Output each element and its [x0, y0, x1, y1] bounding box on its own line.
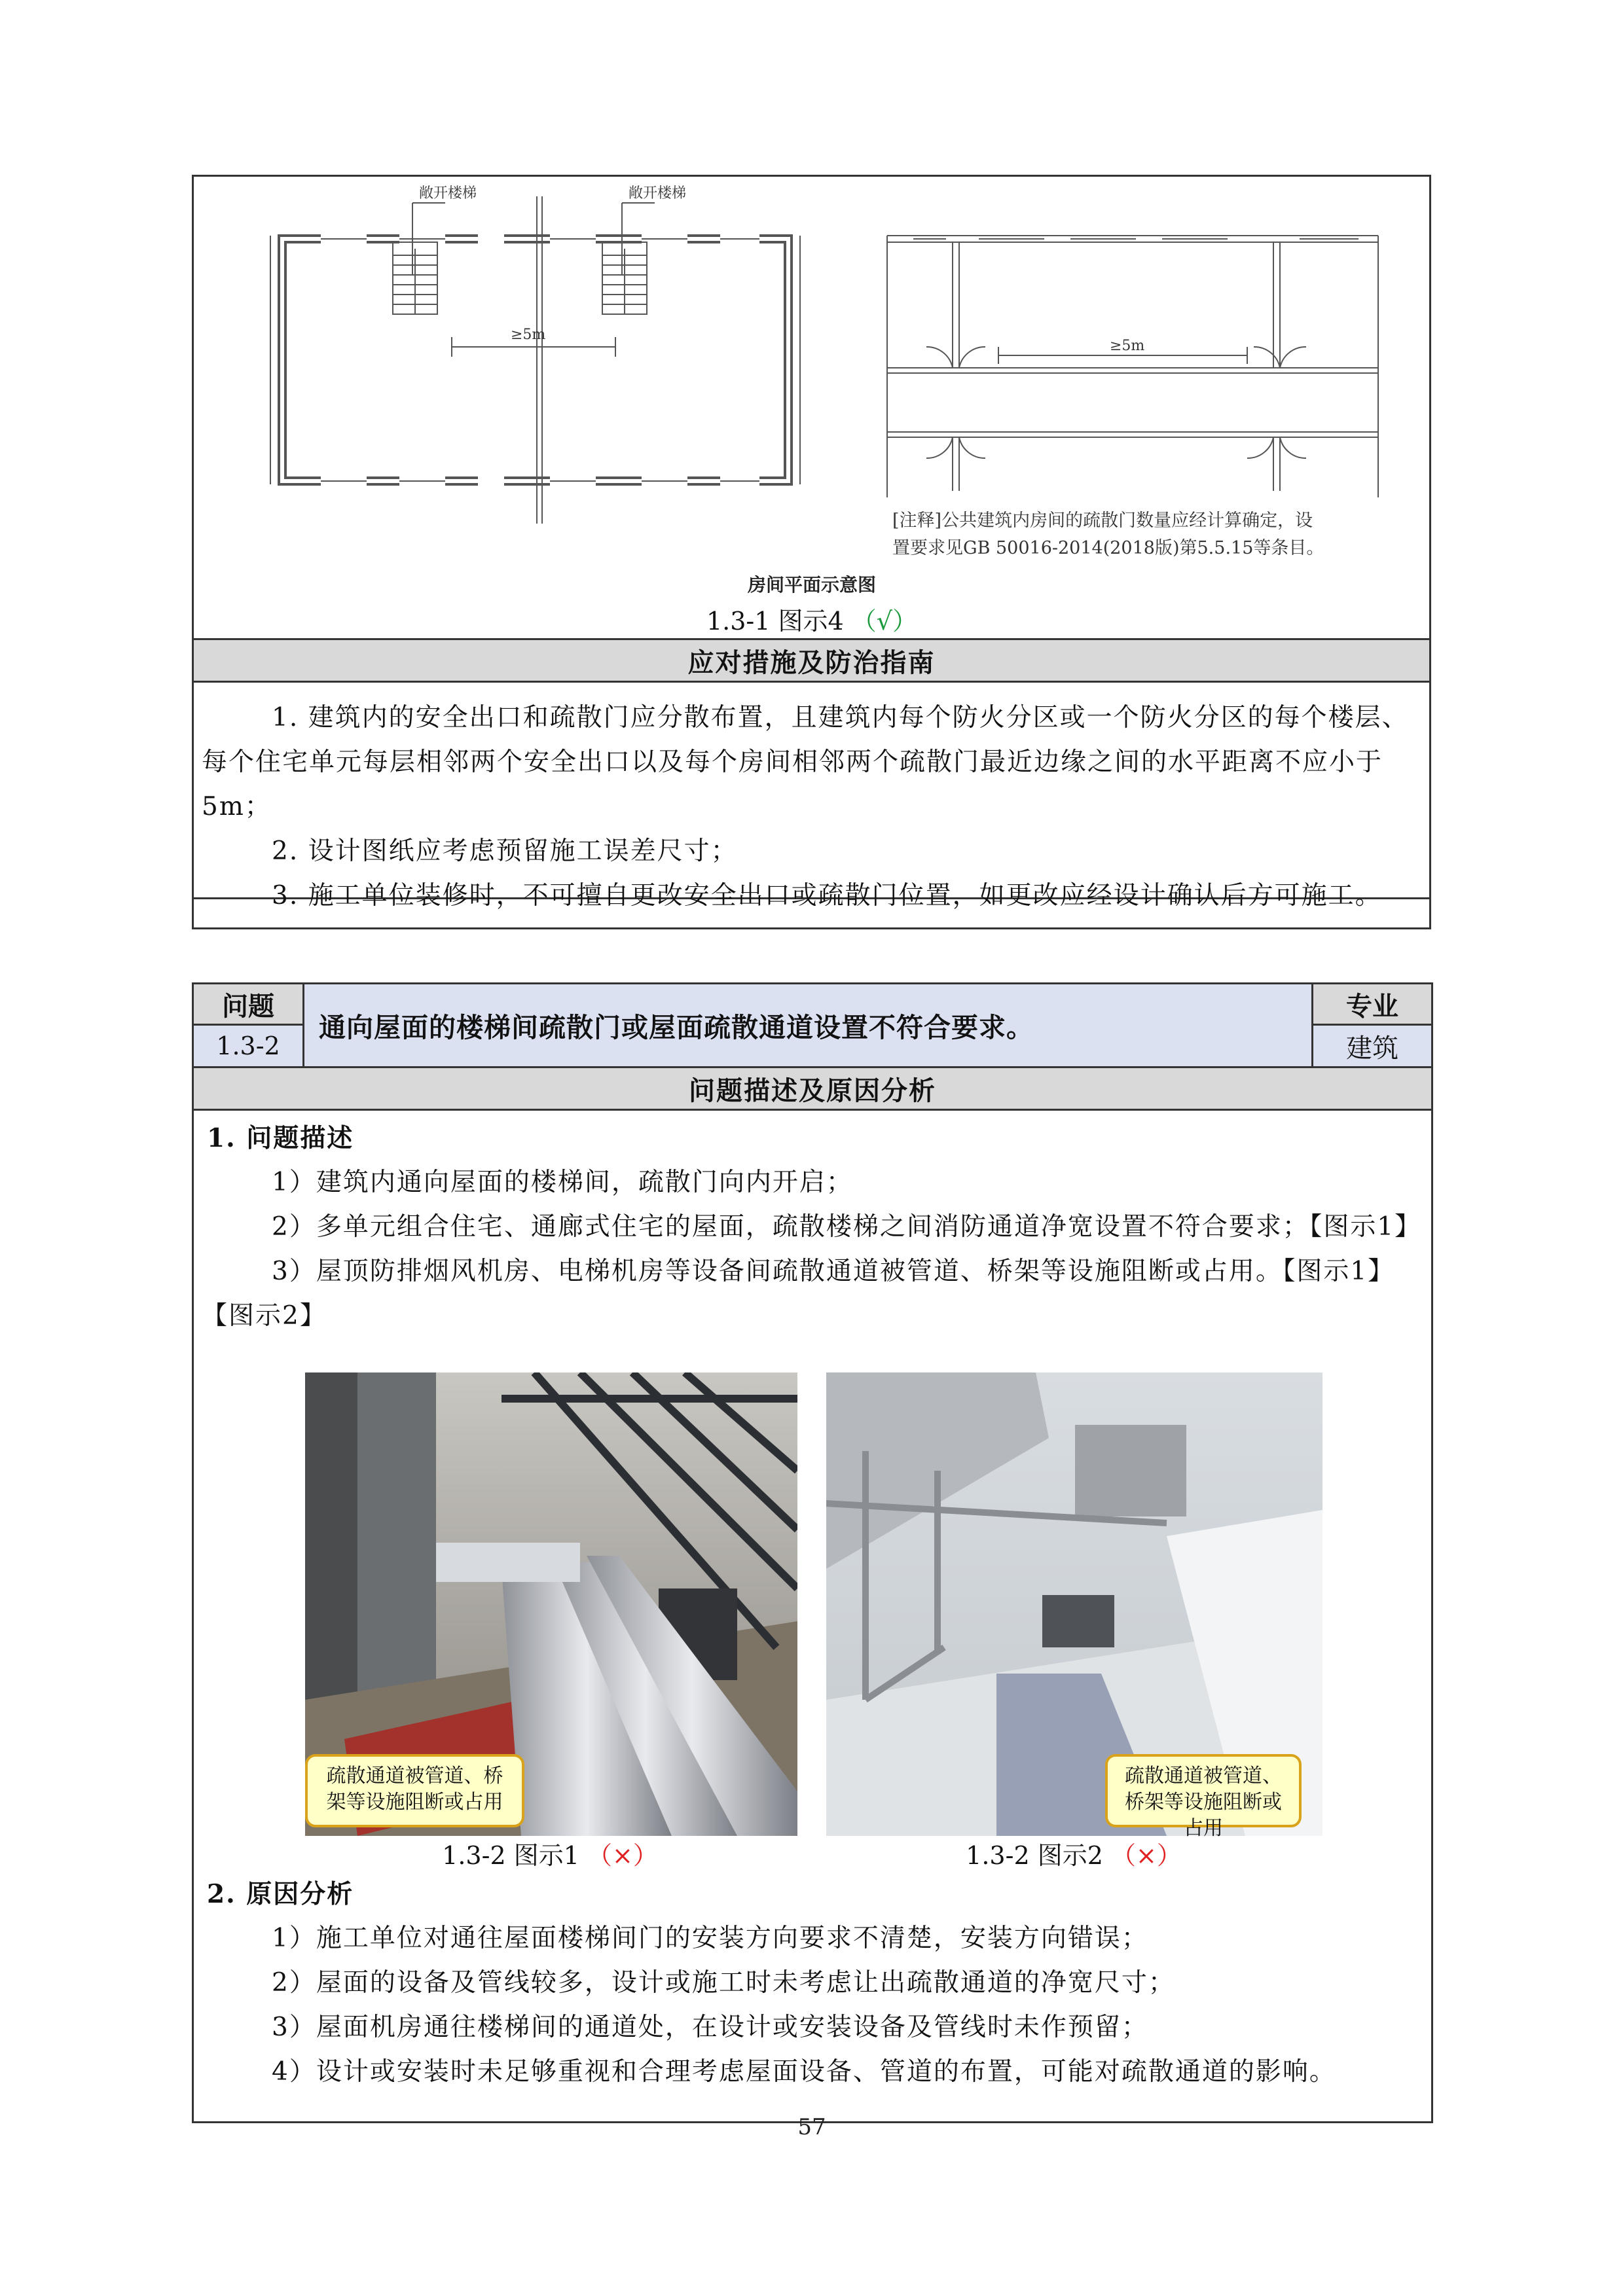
plan-title: 房间平面示意图: [747, 574, 876, 596]
discipline-value: 建筑: [1313, 1025, 1432, 1067]
guidance-heading: 应对措施及防治指南: [193, 639, 1431, 682]
photo-1-caption-text: 1.3-2 图示1: [442, 1841, 579, 1870]
check-mark-icon: （√）: [851, 607, 918, 636]
cross-mark-icon: （×）: [587, 1841, 658, 1870]
page-number: 57: [797, 2114, 826, 2140]
cross-mark-icon: （×）: [1110, 1841, 1182, 1870]
photo-1-callout: 疏散通道被管道、桥架等设施阻断或占用: [305, 1754, 524, 1827]
photo-2-callout: 疏散通道被管道、桥架等设施阻断或占用: [1105, 1754, 1302, 1827]
cause-item-4: 4）设计或安装时未足够重视和合理考虑屋面设备、管道的布置，可能对疏散通道的影响。: [272, 2057, 1336, 2087]
discipline-label: 专业: [1313, 984, 1432, 1025]
diagram-caption-text: 1.3-1 图示4: [706, 607, 844, 636]
guidance-item-3: 3. 施工单位装修时，不可擅自更改安全出口或疏散门位置，如更改应经设计确认后方可施工。: [272, 881, 1382, 910]
photo-2-caption-text: 1.3-2 图示2: [966, 1841, 1103, 1870]
dimension-label-right: ≥5m: [1110, 338, 1145, 354]
open-stair-label-1: 敞开楼梯: [419, 185, 477, 202]
diagram-caption: [655, 601, 969, 637]
issue-label: 问题: [193, 984, 304, 1025]
cause-title: 2. 原因分析: [207, 1879, 354, 1909]
dimension-label-left: ≥5m: [511, 327, 546, 343]
open-stair-label-2: 敞开楼梯: [629, 185, 687, 202]
desc-item-2: 2）多单元组合住宅、通廊式住宅的屋面，疏散楼梯之间消防通道净宽设置不符合要求；【图示1】: [272, 1212, 1422, 1242]
diagram-note-line1: [注释]公共建筑内房间的疏散门数量应经计算确定，设: [892, 511, 1313, 531]
description-heading: 问题描述及原因分析: [193, 1067, 1432, 1110]
cause-item-2: 2）屋面的设备及管线较多，设计或施工时未考虑让出疏散通道的净宽尺寸；: [272, 1968, 1175, 1998]
left-floor-plan: [249, 177, 825, 530]
desc-title: 1. 问题描述: [207, 1123, 354, 1153]
right-floor-plan: [874, 216, 1398, 517]
photo-2-caption: [917, 1835, 1231, 1871]
guidance-item-1: 1. 建筑内的安全出口和疏散门应分散布置，且建筑内每个防火分区或一个防火分区的每个楼层、每个住宅单元每层相邻两个安全出口以及每个房间相邻两个疏散门最近边缘之间的水平距离不应小于5m；: [202, 703, 1409, 821]
issue-title: 通向屋面的楼梯间疏散门或屋面疏散通道设置不符合要求。: [304, 984, 1313, 1067]
diagram-note: [892, 507, 1390, 562]
guidance-item-2: 2. 设计图纸应考虑预留施工误差尺寸；: [272, 836, 738, 866]
cause-item-1: 1）施工单位对通往屋面楼梯间门的安装方向要求不清楚，安装方向错误；: [272, 1924, 1148, 1953]
desc-item-1: 1）建筑内通向屋面的楼梯间，疏散门向内开启；: [272, 1168, 853, 1197]
cause-analysis: [202, 1872, 1419, 2094]
guidance-body: [193, 682, 1431, 929]
photo-1-caption: [393, 1835, 707, 1871]
cause-item-3: 3）屋面机房通往楼梯间的通道处，在设计或安装设备及管线时未作预留；: [272, 2013, 1148, 2042]
guidance-table: [192, 638, 1431, 929]
diagram-note-line2: 置要求见GB 50016-2014(2018版)第5.5.15等条目。: [892, 538, 1324, 558]
desc-item-3: 3）屋顶防排烟风机房、电梯机房等设备间疏散通道被管道、桥架等设施阻断或占用。【图示1】【图示2】: [202, 1257, 1395, 1331]
issue-number: 1.3-2: [193, 1025, 304, 1067]
